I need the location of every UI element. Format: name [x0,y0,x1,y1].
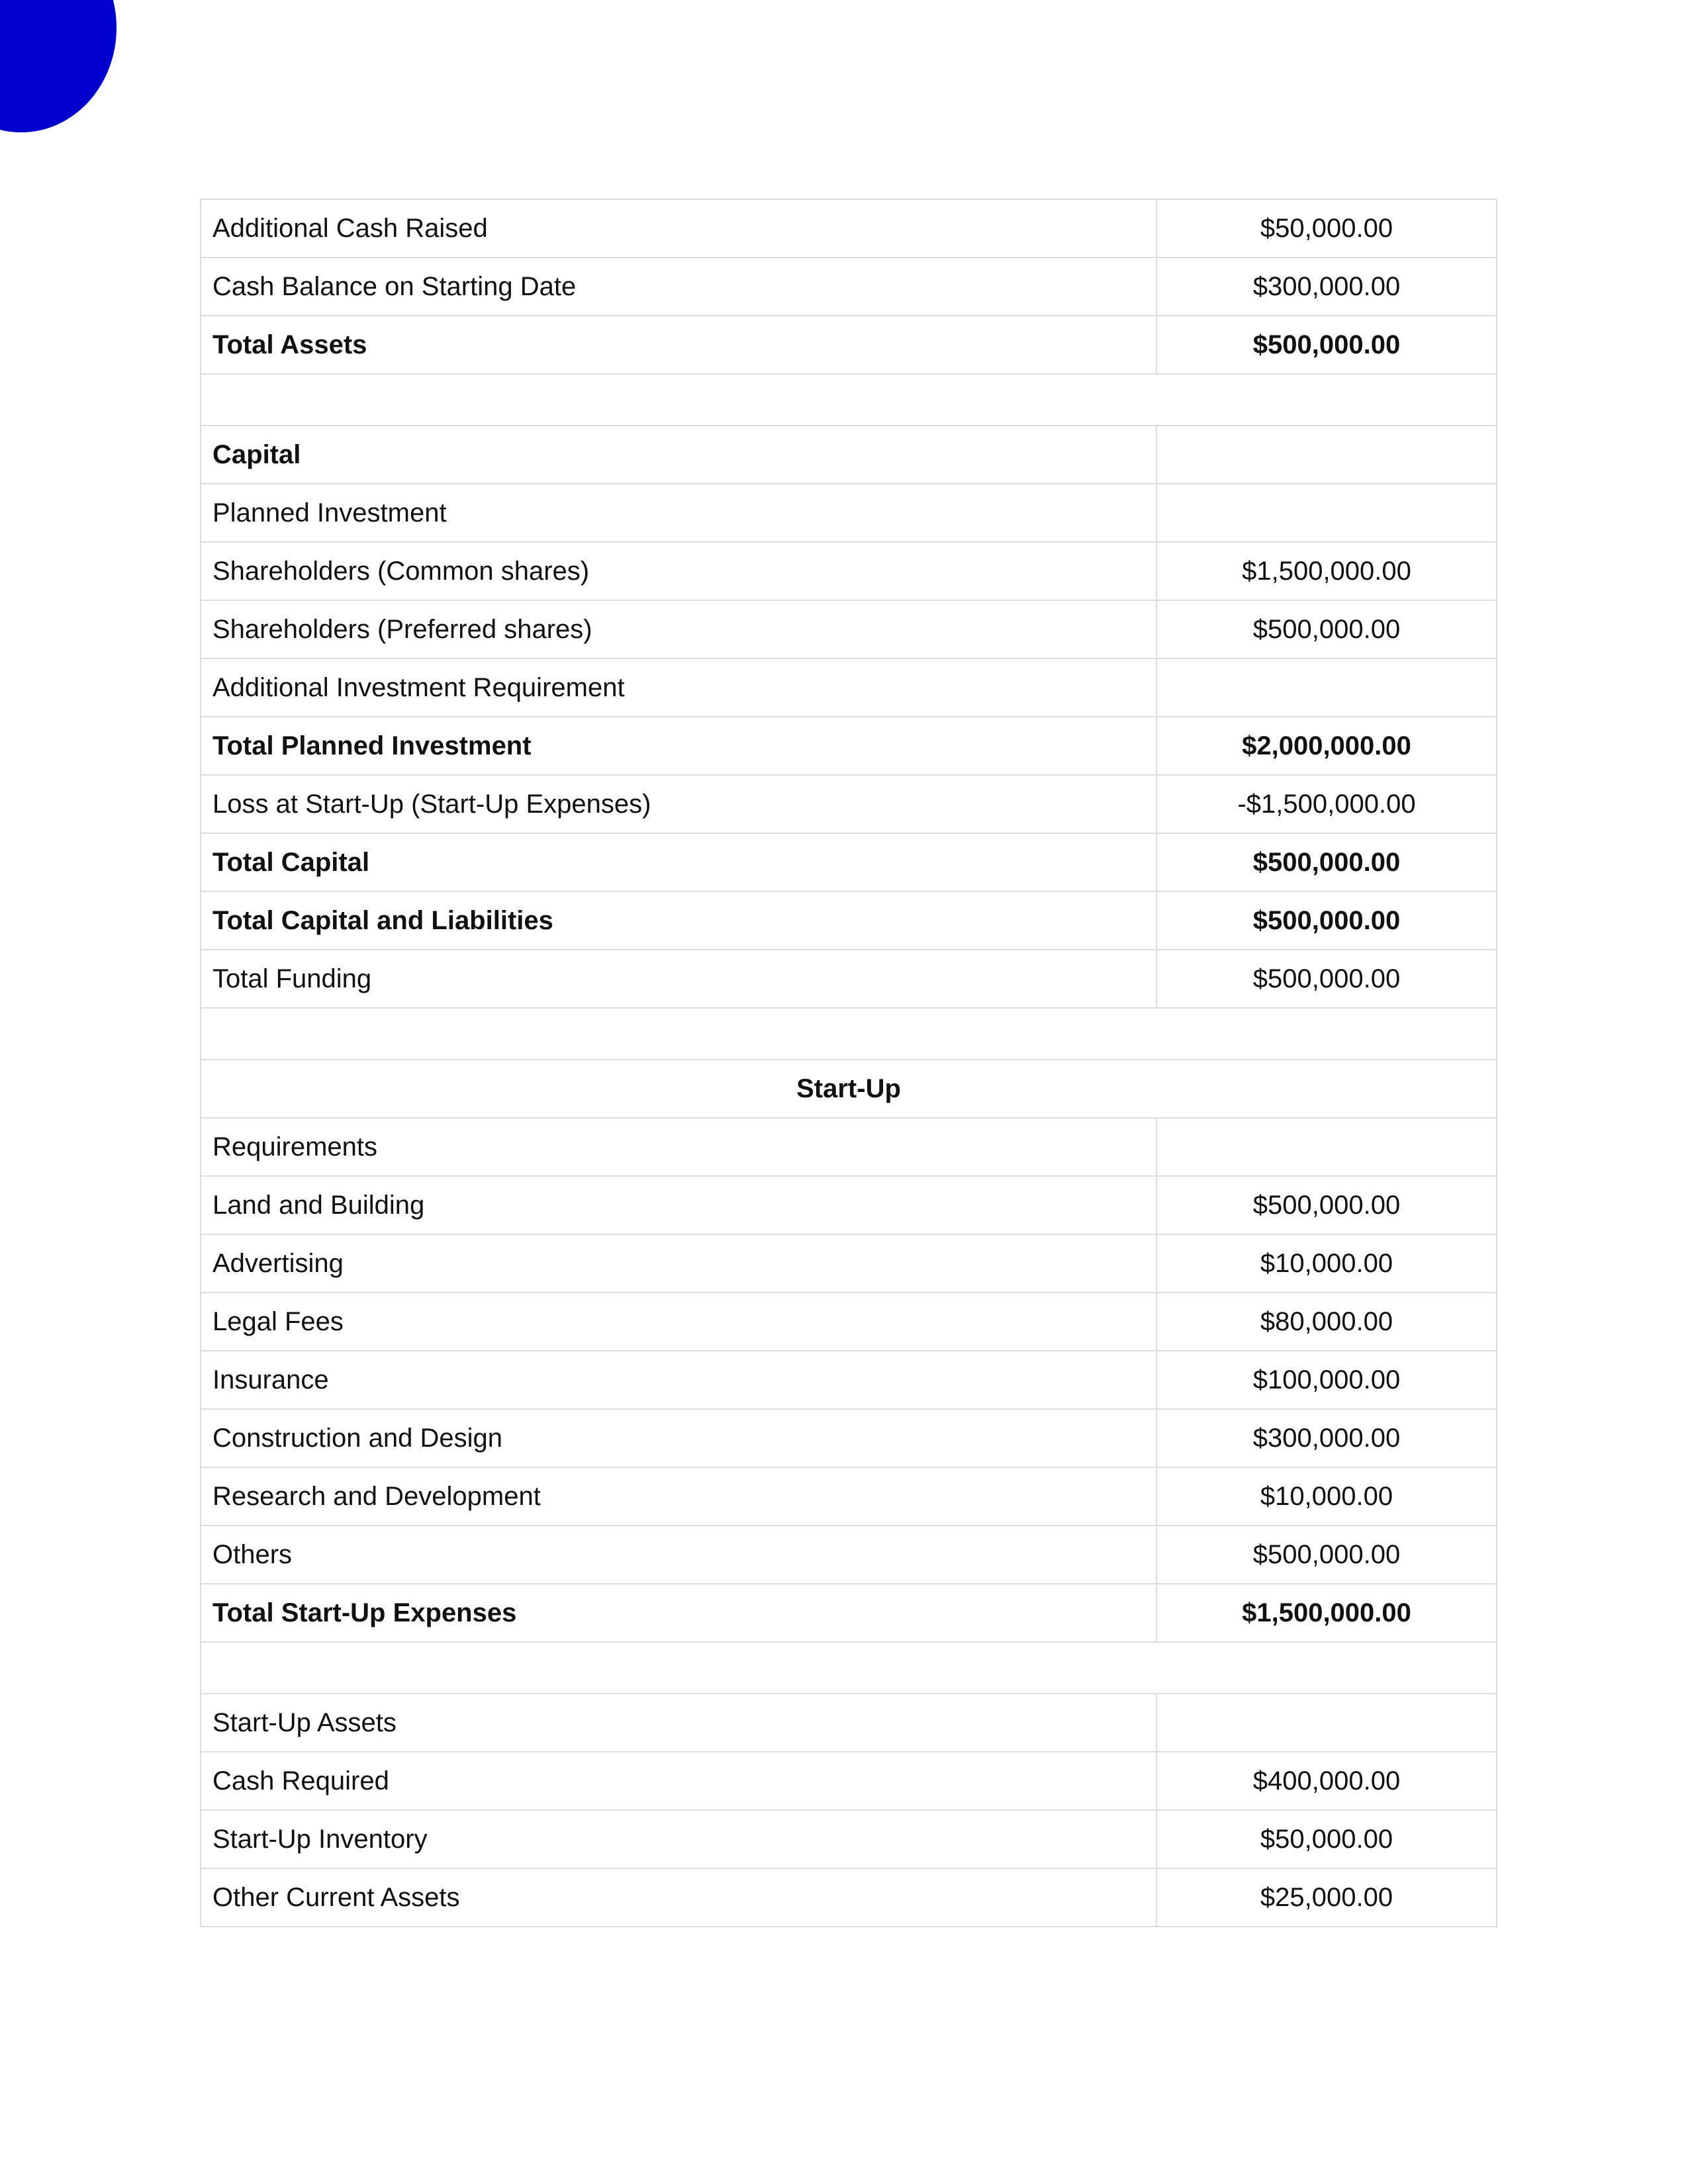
spacer-row [201,1008,1497,1060]
total-row [201,891,1497,950]
table-row [201,950,1497,1008]
row-label: Cash Required [201,1752,1156,1810]
row-value [1156,659,1497,717]
table-row [201,1694,1497,1752]
decorative-circle [0,0,117,132]
row-label: Total Assets [201,316,1156,374]
section-header-row [201,426,1497,484]
total-row [201,717,1497,775]
row-label: Total Funding [201,950,1156,1008]
row-value [1156,1118,1497,1176]
row-value: $25,000.00 [1156,1868,1497,1927]
row-label: Planned Investment [201,484,1156,542]
row-value: $500,000.00 [1156,316,1497,374]
row-label: Total Capital and Liabilities [201,891,1156,950]
row-label: Start-Up Inventory [201,1810,1156,1868]
table-row [201,1351,1497,1409]
spacer-row [201,374,1497,426]
row-value [1156,484,1497,542]
row-label: Total Capital [201,833,1156,891]
row-label: Research and Development [201,1467,1156,1525]
row-value: $400,000.00 [1156,1752,1497,1810]
table-row [201,199,1497,257]
row-value: $50,000.00 [1156,1810,1497,1868]
row-value: $1,500,000.00 [1156,1584,1497,1642]
row-label: Insurance [201,1351,1156,1409]
row-value: $1,500,000.00 [1156,542,1497,600]
row-value: $80,000.00 [1156,1293,1497,1351]
table-row [201,1234,1497,1293]
table-row [201,600,1497,659]
table-row [201,1868,1497,1927]
row-value: $500,000.00 [1156,1176,1497,1234]
section-heading-row [201,1060,1497,1118]
table-row [201,1118,1497,1176]
row-value: $10,000.00 [1156,1234,1497,1293]
row-label: Others [201,1525,1156,1584]
total-row [201,316,1497,374]
row-label: Capital [201,426,1156,484]
row-value: $300,000.00 [1156,257,1497,316]
row-label: Additional Investment Requirement [201,659,1156,717]
section-heading: Start-Up [201,1060,1497,1118]
row-value: -$1,500,000.00 [1156,775,1497,833]
row-label: Shareholders (Preferred shares) [201,600,1156,659]
row-label: Additional Cash Raised [201,199,1156,257]
table-row [201,257,1497,316]
row-label: Loss at Start-Up (Start-Up Expenses) [201,775,1156,833]
table-row [201,484,1497,542]
table-row [201,1810,1497,1868]
row-value: $10,000.00 [1156,1467,1497,1525]
row-label: Construction and Design [201,1409,1156,1467]
row-value: $500,000.00 [1156,1525,1497,1584]
spacer-cell [201,374,1497,426]
row-value [1156,426,1497,484]
total-row [201,1584,1497,1642]
spacer-cell [201,1008,1497,1060]
row-value: $2,000,000.00 [1156,717,1497,775]
table-row [201,1293,1497,1351]
row-label: Other Current Assets [201,1868,1156,1927]
row-label: Requirements [201,1118,1156,1176]
row-value [1156,1694,1497,1752]
row-value: $500,000.00 [1156,600,1497,659]
row-value: $300,000.00 [1156,1409,1497,1467]
row-value: $50,000.00 [1156,199,1497,257]
table-row [201,542,1497,600]
row-label: Shareholders (Common shares) [201,542,1156,600]
total-row [201,833,1497,891]
row-label: Legal Fees [201,1293,1156,1351]
row-label: Cash Balance on Starting Date [201,257,1156,316]
spacer-cell [201,1642,1497,1694]
spacer-row [201,1642,1497,1694]
table-row [201,1176,1497,1234]
table-row [201,1525,1497,1584]
row-value: $500,000.00 [1156,891,1497,950]
row-value: $500,000.00 [1156,950,1497,1008]
row-label: Land and Building [201,1176,1156,1234]
row-label: Total Start-Up Expenses [201,1584,1156,1642]
table-row [201,1467,1497,1525]
row-value: $500,000.00 [1156,833,1497,891]
row-label: Start-Up Assets [201,1694,1156,1752]
row-value: $100,000.00 [1156,1351,1497,1409]
table-row [201,775,1497,833]
table-row [201,1409,1497,1467]
startup-funding-table [200,199,1497,1927]
row-label: Advertising [201,1234,1156,1293]
row-label: Total Planned Investment [201,717,1156,775]
table-row [201,1752,1497,1810]
table-row [201,659,1497,717]
